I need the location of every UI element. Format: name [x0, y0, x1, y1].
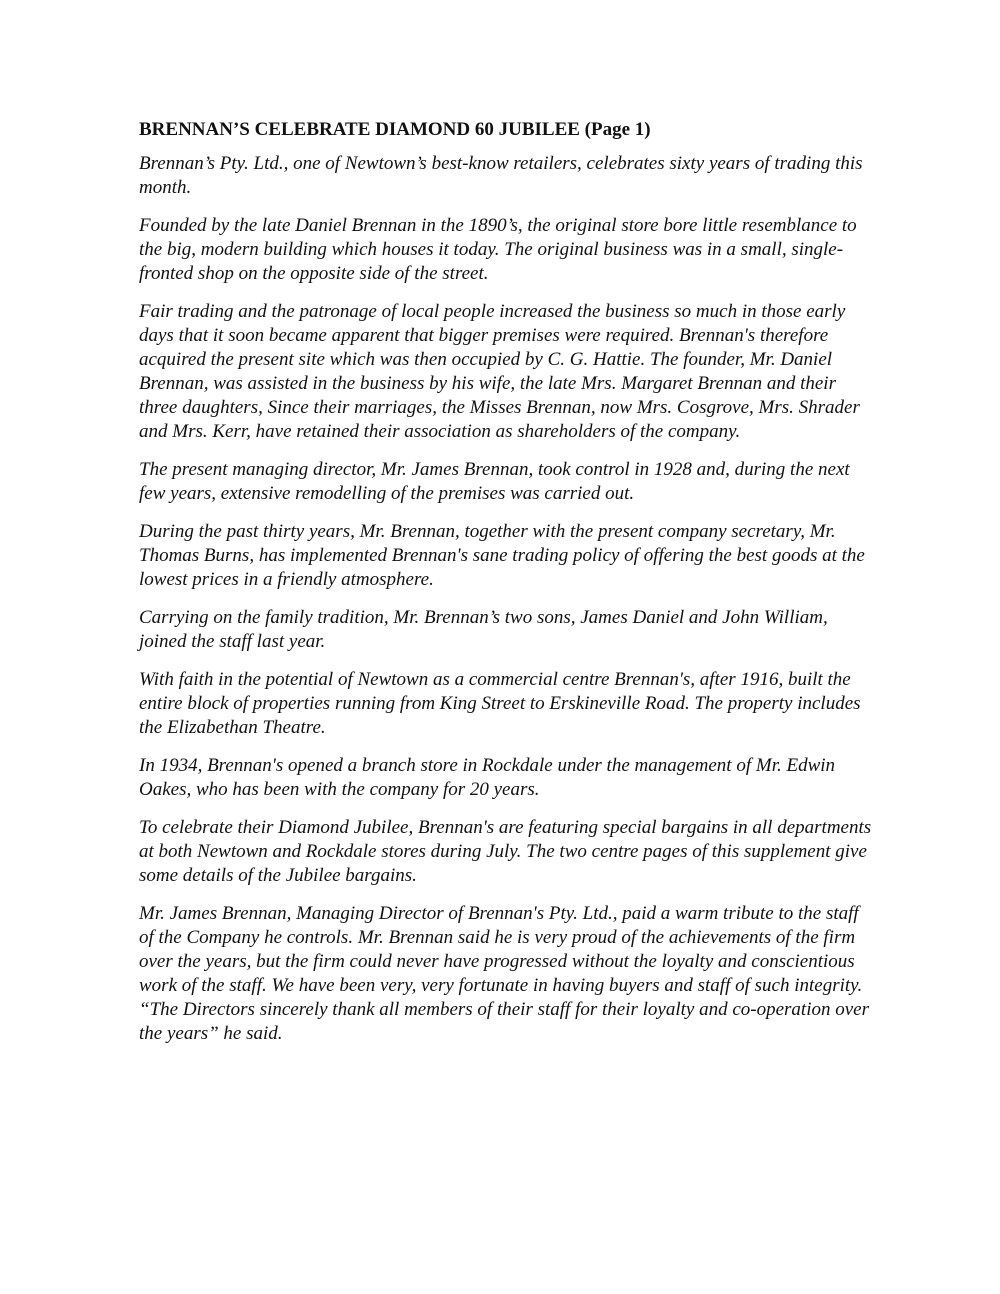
document-title: BRENNAN’S CELEBRATE DIAMOND 60 JUBILEE (Page 1) [139, 119, 651, 140]
paragraph: In 1934, Brennan's opened a branch store in Rockdale under the management of Mr. Edwin Oakes, who has been with the company for 20 years. [139, 755, 836, 800]
paragraph: Brennan’s Pty. Ltd., one of Newtown’s best-know retailers, celebrates sixty years of trading this month. [139, 153, 863, 198]
paragraph: With faith in the potential of Newtown as a commercial centre Brennan's, after 1916, built the entire block of properties running from King Street to Erskineville Road. The property includes the Elizabethan Theatre. [139, 669, 861, 738]
document-page [139, 118, 874, 1060]
paragraph: Founded by the late Daniel Brennan in the 1890’s, the original store bore little resemblance to the big, modern building which houses it today. The original business was in a small, single-fronted shop on the opposite side of the street. [139, 215, 857, 284]
paragraph: During the past thirty years, Mr. Brennan, together with the present company secretary, Mr. Thomas Burns, has implemented Brennan's sane trading policy of offering the best goods at the lowest prices in a friendly atmosphere. [139, 521, 865, 590]
paragraph: Fair trading and the patronage of local people increased the business so much in those early days that it soon became apparent that bigger premises were required. Brennan's therefore acquired the present site which was then occupied by C. G. Hattie. The founder, Mr. Daniel Brennan, was assisted in the business by his wife, the late Mrs. Margaret Brennan and their three daughters, Since their marriages, the Misses Brennan, now Mrs. Cosgrove, Mrs. Shrader and Mrs. Kerr, have retained their association as shareholders of the company. [139, 301, 860, 442]
paragraph: Carrying on the family tradition, Mr. Brennan’s two sons, James Daniel and John William, joined the staff last year. [139, 607, 828, 652]
paragraph: Mr. James Brennan, Managing Director of Brennan's Pty. Ltd., paid a warm tribute to the staff of the Company he controls. Mr. Brennan said he is very proud of the achievements of the firm over the years, but the firm could never have progressed without the loyalty and conscientious work of the staff. We have been very, very fortunate in having buyers and staff of such integrity. “The Directors sincerely thank all members of their staff for their loyalty and co-operation over the years” he said. [139, 903, 869, 1044]
paragraph: To celebrate their Diamond Jubilee, Brennan's are featuring special bargains in all departments at both Newtown and Rockdale stores during July. The two centre pages of this supplement give some details of the Jubilee bargains. [139, 817, 872, 886]
paragraph: The present managing director, Mr. James Brennan, took control in 1928 and, during the next few years, extensive remodelling of the premises was carried out. [139, 459, 850, 504]
